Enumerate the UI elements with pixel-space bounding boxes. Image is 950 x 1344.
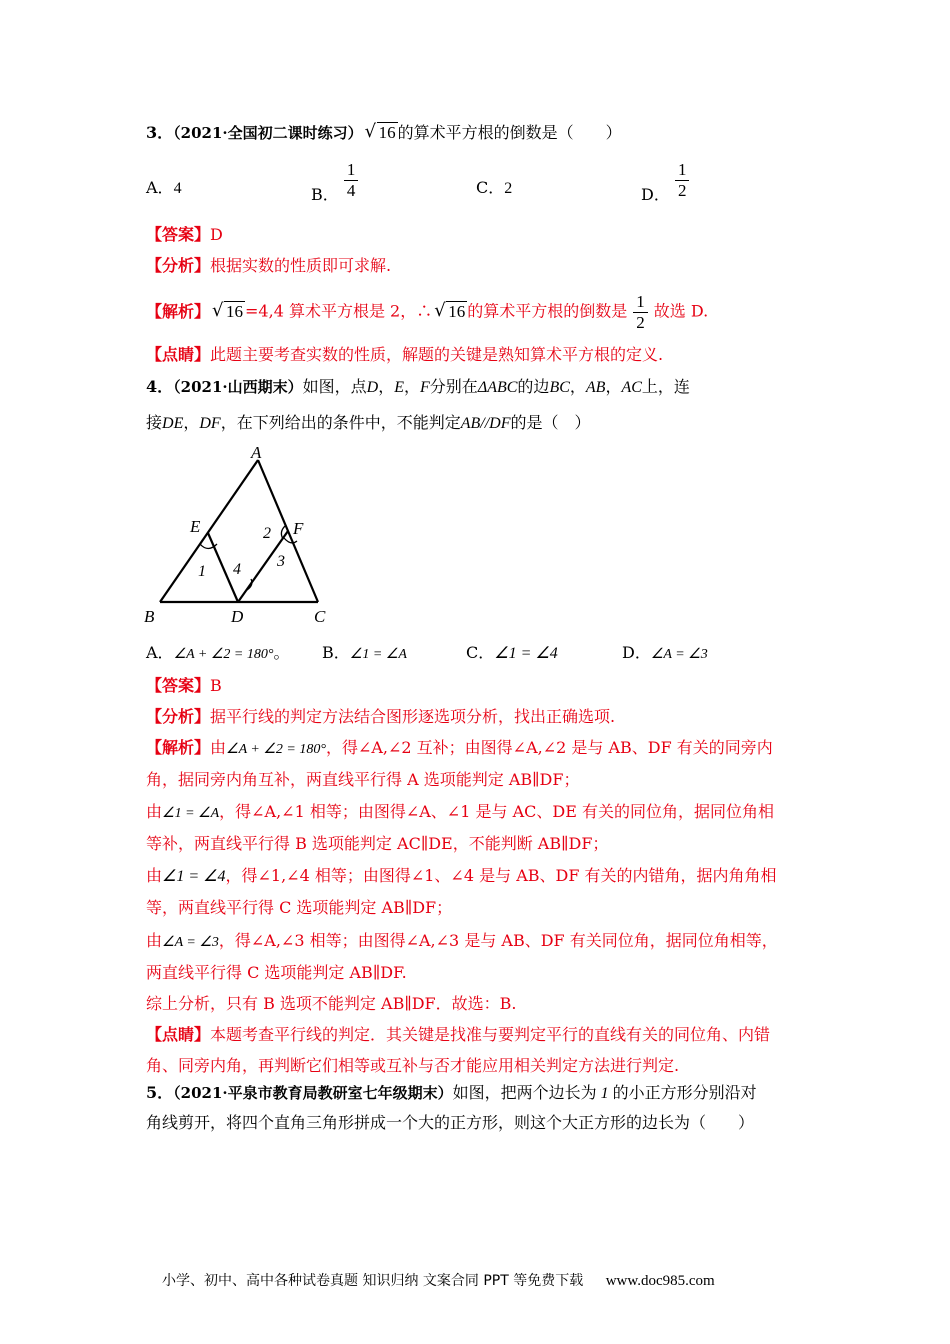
angle-4-label: 4 <box>233 561 241 578</box>
q3-solution: 【解析】√ 16 =4,4 算术平方根是 2，∴√ 16 的算术平方根的倒数是 $\frac{1}{2}$ 故选 D. <box>146 292 708 332</box>
q4-solution-line1: 【解析】由∠A + ∠2 = 180°，得∠A,∠2 互补；由图得∠A,∠2 是与 AB、DF 有关的同旁内 <box>146 738 773 757</box>
q4-solution-line6: 等，两直线平行得 C 选项能判定 AB∥DF； <box>146 898 453 917</box>
q3-option-d: D． $\frac{1}{2}$ <box>641 160 689 200</box>
angle-2-label: 2 <box>263 525 271 542</box>
q4-answer: 【答案】B <box>146 676 222 695</box>
q3-sqrt: √ 16 <box>365 123 398 143</box>
side-ab <box>160 460 258 602</box>
q4-solution-line2: 角，据同旁内角互补，两直线平行得 A 选项能判定 AB∥DF； <box>146 770 580 789</box>
q4-solution-line9: 综上分析，只有 B 选项不能判定 AB∥DF．故选：B. <box>146 994 517 1013</box>
q4-figure <box>140 440 340 630</box>
angle-3-label: 3 <box>277 553 285 570</box>
q4-option-c: C．∠1 = ∠4 <box>466 643 558 662</box>
q4-stem-line2: 接DE，DF，在下列给出的条件中，不能判定AB//DF的是（ ） <box>146 413 591 432</box>
footer-text <box>162 1270 715 1290</box>
angle-1-label: 1 <box>198 563 206 580</box>
label-e: E <box>190 517 201 536</box>
q4-solution-line5: 由∠1 = ∠4，得∠1,∠4 相等；由图得∠1、∠4 是与 AB、DF 有关的内错角，据内角角相 <box>146 866 777 885</box>
q4-solution-line4: 等补，两直线平行得 B 选项能判定 AC∥DE，不能判断 AB∥DF； <box>146 834 609 853</box>
label-b: B <box>144 607 155 626</box>
q4-comment-line2: 角、同旁内角，再判断它们相等或互补与否才能应用相关判定方法进行判定. <box>146 1056 680 1075</box>
q4-solution-line3: 由∠1 = ∠A，得∠A,∠1 相等；由图得∠A、∠1 是与 AC、DE 有关的同位角，据同位角相 <box>146 802 774 821</box>
q4-solution-line8: 两直线平行得 C 选项能判定 AB∥DF. <box>146 963 407 982</box>
q4-stem-line1: 4．（2021·山西期末）如图，点D，E，F分别在ΔABC的边BC，AB，AC上，连 <box>146 377 690 396</box>
label-f: F <box>293 519 304 538</box>
q3-answer: 【答案】D <box>146 225 223 244</box>
q4-solution-line7: 由∠A = ∠3，得∠A,∠3 相等；由图得∠A,∠3 是与 AB、DF 有关同位角，据同位角相等， <box>146 931 778 950</box>
footer-left: 小学、初中、高中各种试卷真题 知识归纳 文案合同 PPT 等免费下载 <box>162 1273 584 1289</box>
q3-comment: 【点睛】此题主要考查实数的性质，解题的关键是熟知算术平方根的定义. <box>146 345 664 364</box>
q5-stem-line2: 角线剪开，将四个直角三角形拼成一个大的正方形，则这个大正方形的边长为（ ） <box>146 1113 755 1132</box>
q3-stem <box>146 120 622 143</box>
footer-url[interactable]: www.doc985.com <box>605 1273 715 1289</box>
q4-option-d: D．∠A = ∠3 <box>622 643 708 662</box>
q3-option-c: C．2 <box>476 178 513 197</box>
q3-source: （2021·全国初二课时练习） <box>173 124 363 142</box>
q3-stem-text: 的算术平方根的倒数是（ ） <box>397 123 622 142</box>
q4-comment-line1: 【点睛】本题考查平行线的判定．其关键是找准与要判定平行的直线有关的同位角、内错 <box>146 1025 771 1044</box>
q4-option-b: B．∠1 = ∠A <box>322 643 407 662</box>
label-d: D <box>231 607 244 626</box>
label-a: A <box>251 443 262 462</box>
q5-stem-line1: 5．（2021·平泉市教育局教研室七年级期末）如图，把两个边长为 1 的小正方形分别沿对 <box>146 1083 757 1102</box>
q4-analysis: 【分析】据平行线的判定方法结合图形逐选项分析，找出正确选项. <box>146 707 616 726</box>
q3-option-b: B． $\frac{1}{4}$ <box>311 160 358 200</box>
q3-analysis: 【分析】根据实数的性质即可求解. <box>146 256 392 275</box>
q3-number: 3． <box>146 123 174 142</box>
q3-option-a: A．4 <box>146 178 182 197</box>
q4-option-a: A．∠A + ∠2 = 180°。 <box>146 643 290 662</box>
label-c: C <box>314 607 326 626</box>
